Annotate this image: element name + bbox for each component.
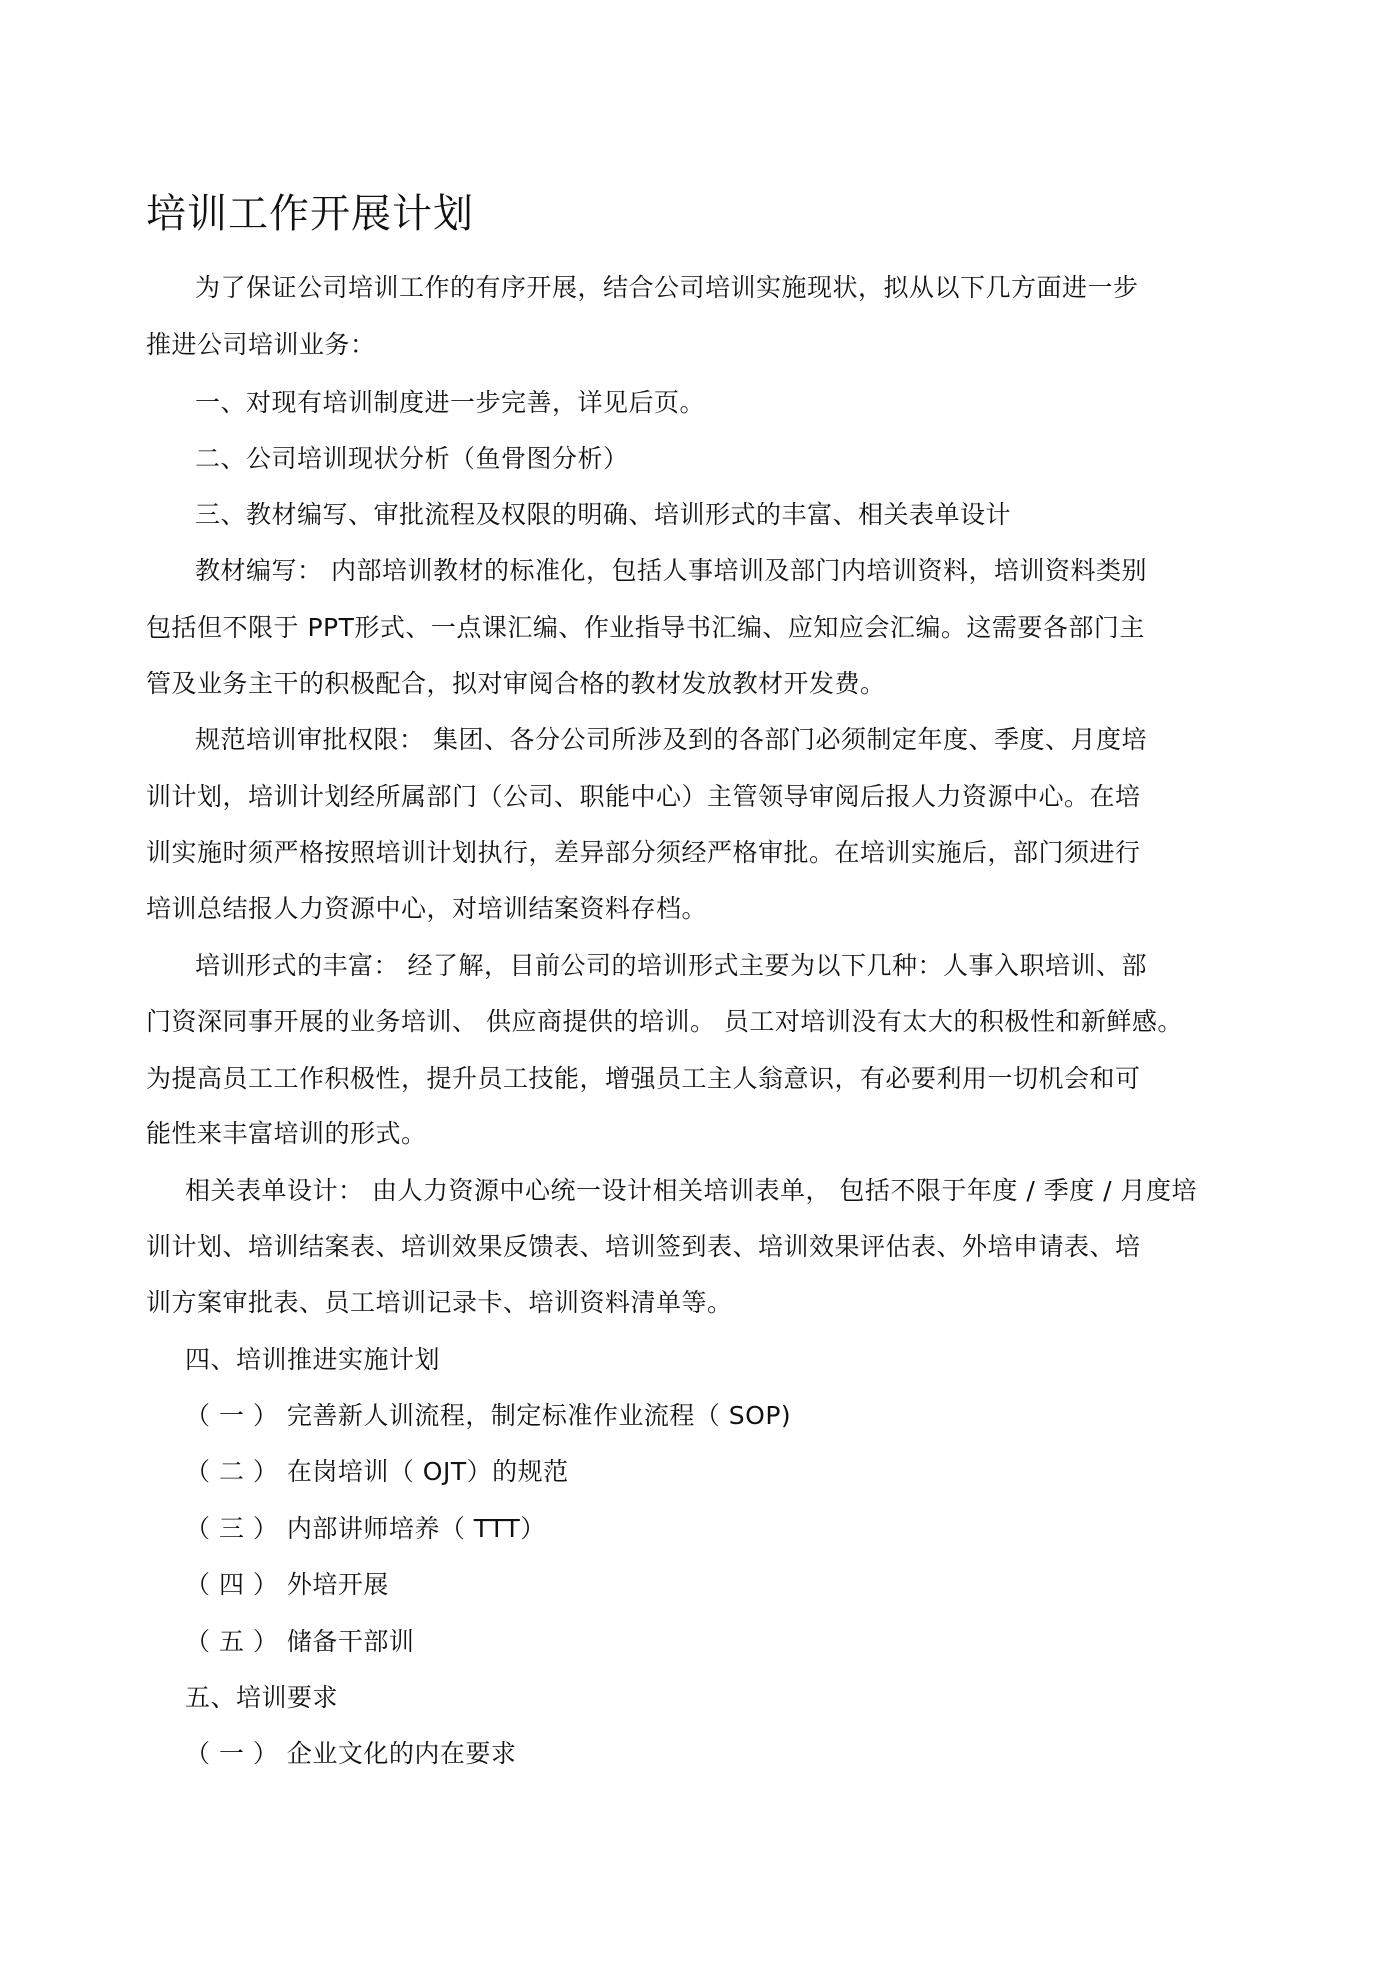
paragraph-line: 训计划、培训结案表、培训效果反馈表、培训签到表、培训效果评估表、外培申请表、培 (146, 1232, 1141, 1261)
paragraph-line: （ 五 ） 储备干部训 (185, 1627, 415, 1656)
paragraph-line: （ 三 ） 内部讲师培养（ TTT） (185, 1514, 546, 1543)
paragraph-line: 规范培训审批权限： 集团、各分公司所涉及到的各部门必须制定年度、季度、月度培 (195, 725, 1147, 754)
paragraph-line: 训计划，培训计划经所属部门（公司、职能中心）主管领导审阅后报人力资源中心。在培 (146, 782, 1141, 811)
paragraph-line: （ 一 ） 完善新人训流程，制定标准作业流程（ SOP) (185, 1401, 792, 1430)
paragraph-line: 教材编写： 内部培训教材的标准化，包括人事培训及部门内培训资料，培训资料类别 (195, 556, 1147, 585)
paragraph-line: 为提高员工工作积极性，提升员工技能，增强员工主人翁意识，有必要利用一切机会和可 (146, 1064, 1141, 1093)
paragraph-line: 训实施时须严格按照培训计划执行，差异部分须经严格审批。在培训实施后，部门须进行 (146, 838, 1141, 867)
paragraph-line: 训方案审批表、员工培训记录卡、培训资料清单等。 (146, 1288, 733, 1317)
paragraph-line: （ 一 ） 企业文化的内在要求 (185, 1739, 517, 1768)
paragraph-line: 门资深同事开展的业务培训、 供应商提供的培训。 员工对培训没有太大的积极性和新鲜感。 (146, 1007, 1183, 1036)
paragraph-line: （ 二 ） 在岗培训（ OJT）的规范 (185, 1457, 569, 1486)
paragraph-line: 培训总结报人力资源中心，对培训结案资料存档。 (146, 894, 708, 923)
paragraph-line: 能性来丰富培训的形式。 (146, 1119, 427, 1148)
paragraph-line: 培训形式的丰富： 经了解，目前公司的培训形式主要为以下几种：人事入职培训、部 (195, 951, 1147, 980)
paragraph-line: 包括但不限于 PPT形式、一点课汇编、作业指导书汇编、应知应会汇编。这需要各部门主 (146, 613, 1145, 642)
paragraph-line: 四、培训推进实施计划 (185, 1345, 441, 1374)
paragraph-line: 五、培训要求 (185, 1683, 339, 1712)
document-title: 培训工作开展计划 (146, 191, 474, 237)
paragraph-line: 一、对现有培训制度进一步完善，详见后页。 (195, 388, 706, 417)
paragraph-line: 管及业务主干的积极配合，拟对审阅合格的教材发放教材开发费。 (146, 669, 886, 698)
paragraph-line: 为了保证公司培训工作的有序开展，结合公司培训实施现状，拟从以下几方面进一步 (195, 273, 1139, 302)
paragraph-line: 二、公司培训现状分析（鱼骨图分析） (195, 444, 629, 473)
paragraph-line: 推进公司培训业务： (146, 330, 376, 359)
paragraph-line: 相关表单设计： 由人力资源中心统一设计相关培训表单， 包括不限于年度 / 季度 / 月度培 (185, 1176, 1198, 1205)
paragraph-line: （ 四 ） 外培开展 (185, 1570, 389, 1599)
paragraph-line: 三、教材编写、审批流程及权限的明确、培训形式的丰富、相关表单设计 (195, 500, 1012, 529)
